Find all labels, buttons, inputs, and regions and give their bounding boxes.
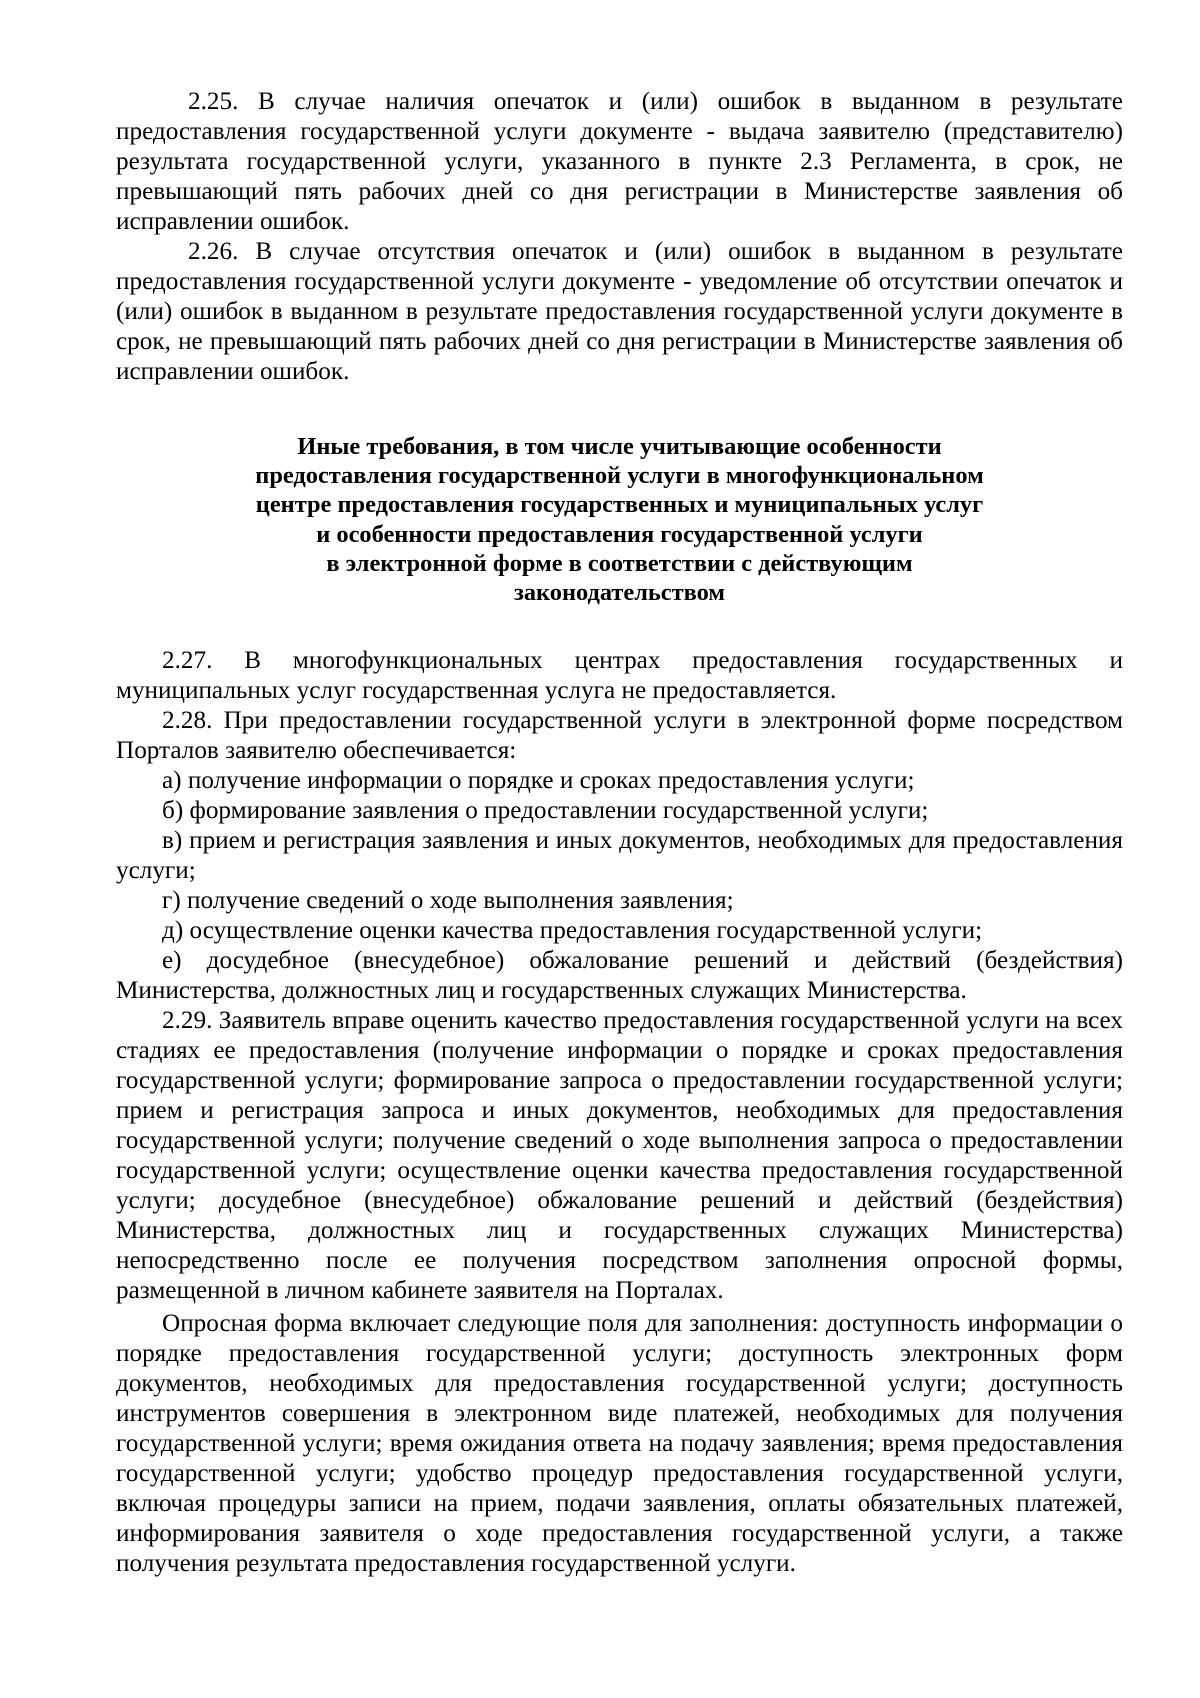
top-paragraphs: [116, 87, 1123, 387]
list-item-d: д) осуществление оценки качества предоставления государственной услуги;: [162, 917, 983, 944]
paragraph-2-25: 2.25. В случае наличия опечаток и (или) ошибок в выданном в результате предоставления государственной услуги документе - выдача заявителю (представителю) результата государственной услуги, указанного в пункте 2.3 Регламента, в срок, не превышающий пять рабочих дней со дня регистрации в Министерстве заявления об исправлении ошибок.: [116, 88, 1123, 235]
list-item-a: а) получение информации о порядке и сроках предоставления услуги;: [162, 767, 915, 794]
paragraph-2-27: 2.27. В многофункциональных центрах предоставления государственных и муниципальных услуг государственная услуга не предоставляется.: [116, 647, 1123, 704]
paragraph-survey-form: Опросная форма включает следующие поля для заполнения: доступность информации о порядке предоставления государственной услуги; доступность электронных форм документов, необходимых для предоставления государственной услуги; доступность инструментов совершения в электронном виде платежей, необходимых для получения государственной услуги; время ожидания ответа на подачу заявления; время предоставления государственной услуги; удобство процедур предоставления государственной услуги, включая процедуры записи на прием, подачи заявления, оплаты обязательных платежей, информирования заявителя о ходе предоставления государственной услуги, а также получения результата предоставления государственной услуги.: [116, 1310, 1123, 1577]
list-item-e: е) досудебное (внесудебное) обжалование решений и действий (бездействия) Министерства, должностных лиц и государственных служащих Министерства.: [116, 947, 1123, 1004]
paragraph-2-28: 2.28. При предоставлении государственной услуги в электронной форме посредством Порталов заявителю обеспечивается:: [116, 707, 1123, 764]
paragraph-2-29: 2.29. Заявитель вправе оценить качество предоставления государственной услуги на всех стадиях ее предоставления (получение информации о порядке и сроках предоставления государственной услуги; формирование запроса о предоставлении государственной услуги; прием и регистрация запроса и иных документов, необходимых для предоставления государственной услуги; получение сведений о ходе выполнения запроса о предоставлении государственной услуги; осуществление оценки качества предоставления государственной услуги; досудебное (внесудебное) обжалование решений и действий (бездействия) Министерства, должностных лиц и государственных служащих Министерства) непосредственно после ее получения посредством заполнения опросной формы, размещенной в личном кабинете заявителя на Порталах.: [116, 1007, 1123, 1304]
heading-line: предоставления государственной услуги в многофункциональном: [255, 462, 984, 490]
heading-line: Иные требования, в том числе учитывающие особенности: [297, 433, 942, 460]
paragraph-2-26: 2.26. В случае отсутствия опечаток и (или) ошибок в выданном в результате предоставления государственной услуги документе - уведомление об отсутствии опечаток и (или) ошибок в выданном в результате предоставления государственной услуги документе в срок, не превышающий пять рабочих дней со дня регистрации в Министерстве заявления об исправлении ошибок.: [116, 238, 1123, 385]
list-item-v: в) прием и регистрация заявления и иных документов, необходимых для предоставления услуги;: [116, 827, 1123, 884]
main-paragraphs: [116, 646, 1123, 1579]
heading-line: законодательством: [514, 579, 725, 607]
heading-line: в электронной форме в соответствии с действующим: [326, 549, 913, 577]
section-heading: [116, 432, 1123, 607]
list-item-b: б) формирование заявления о предоставлении государственной услуги;: [162, 797, 929, 824]
heading-line: центре предоставления государственных и муниципальных услуг: [255, 491, 984, 519]
heading-line: и особенности предоставления государственной услуги: [316, 520, 923, 548]
list-item-g: г) получение сведений о ходе выполнения заявления;: [162, 887, 734, 914]
